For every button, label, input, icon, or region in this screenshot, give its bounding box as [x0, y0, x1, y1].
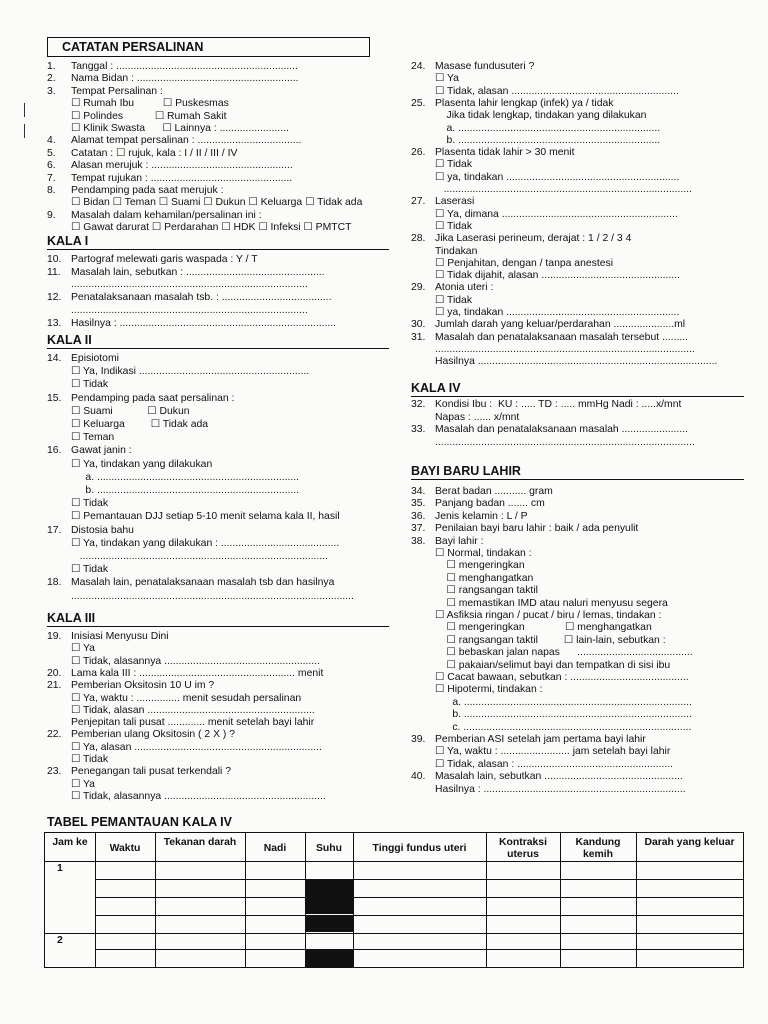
- kala2-lines-text[interactable]: ☐ Keluarga ☐ Tidak ada: [71, 419, 209, 430]
- shaded-cell: [306, 950, 353, 967]
- bayi-lines-text[interactable]: ☐ mengeringkan ☐ menghangatkan: [435, 622, 652, 634]
- right-lines-text[interactable]: ☐ Penjahitan, dengan / tanpa anestesi: [435, 257, 614, 269]
- left-lines-text: Alamat tempat persalinan : ....................................: [71, 135, 302, 147]
- right-lines-text: Jika tidak lengkap, tindakan yang dilakukan: [435, 110, 647, 122]
- section-kala-3: KALA III: [47, 611, 96, 625]
- kala2-lines-number: 14.: [47, 353, 62, 364]
- bayi-lines-text[interactable]: ☐ Normal, tindakan :: [435, 548, 532, 559]
- form-title: CATATAN PERSALINAN: [62, 40, 204, 54]
- bayi-lines-text: a. ...............................................................................: [435, 696, 692, 708]
- left-lines-number: 9.: [47, 209, 56, 221]
- kala3-lines-text[interactable]: ☐ Ya, alasan .................................................................: [71, 741, 322, 753]
- table-column-divider: [353, 833, 354, 967]
- bayi-lines-text[interactable]: ☐ pakaian/selimut bayi dan tempatkan di sisi ibu: [435, 659, 671, 671]
- kala1-lines-text: Masalah lain, sebutkan : ................................................: [71, 266, 325, 278]
- kala3-lines-text: Pemberian Oksitosin 10 U im ?: [71, 680, 215, 692]
- right-lines-number: 29.: [411, 282, 426, 294]
- left-lines-text: Masalah dalam kehamilan/persalinan ini :: [71, 209, 262, 221]
- kala2-lines-text[interactable]: ☐ Teman: [71, 432, 115, 444]
- right-lines-text: ..........................................................................................: [435, 343, 695, 355]
- kala3-lines-text[interactable]: ☐ Ya: [71, 643, 95, 655]
- right-lines-text[interactable]: ☐ ya, tindakan ............................................................: [435, 171, 680, 183]
- table-column-divider: [560, 833, 561, 967]
- kala4-lines-text: Napas : ...... x/mnt: [435, 411, 520, 423]
- kala3-lines-number: 22.: [47, 729, 62, 741]
- section-rule: [47, 626, 389, 627]
- col-header-nadi: Nadi: [263, 843, 287, 854]
- kala2-lines-number: 17.: [47, 524, 62, 536]
- bayi-lines-text[interactable]: ☐ Tidak, alasan : ......................................................: [435, 758, 673, 770]
- bayi-lines-text: Hasilnya : ......................................................................: [435, 783, 686, 795]
- kala2-lines-text: ..................................................................................................: [71, 590, 354, 602]
- col-header-suhu: Suhu: [316, 843, 342, 854]
- right-lines-text: Masase fundusuteri ?: [435, 61, 535, 72]
- left-lines-text[interactable]: Catatan : ☐ rujuk, kala : I / II / III / IV: [71, 147, 238, 159]
- kala3-lines-text[interactable]: ☐ Tidak, alasannya ......................................................: [71, 655, 320, 667]
- left-lines-text: Tanggal : ...............................................................: [71, 61, 298, 72]
- left-lines-number: 1.: [47, 61, 56, 72]
- kala1-lines-number: 12.: [47, 292, 62, 304]
- kala2-lines-text: b. ......................................................................: [71, 485, 300, 496]
- bayi-lines-number: 34.: [411, 486, 426, 497]
- kala2-lines-text: Distosia bahu: [71, 524, 134, 536]
- right-lines-text: Tindakan: [435, 245, 478, 257]
- kala1-lines-text: ..................................................................................: [71, 279, 308, 291]
- kala1-lines-text: ..................................................................................: [71, 304, 308, 316]
- kala4-lines-text: ..........................................................................................: [435, 436, 695, 448]
- left-lines-number: 7.: [47, 172, 56, 184]
- section-kala-4: KALA IV: [411, 381, 461, 395]
- right-lines-text[interactable]: ☐ Tidak dijahit, alasan ................................................: [435, 270, 680, 282]
- bayi-lines-number: 40.: [411, 771, 426, 783]
- bayi-lines-number: 37.: [411, 523, 426, 535]
- kala3-lines-text: Inisiasi Menyusu Dini: [71, 631, 169, 642]
- section-rule: [411, 396, 744, 397]
- bayi-lines-text: Berat badan ........... gram: [435, 486, 553, 497]
- left-lines-number: 6.: [47, 160, 56, 172]
- left-lines-text: Alasan merujuk : .................................................: [71, 160, 293, 172]
- kala3-lines-number: 19.: [47, 631, 62, 642]
- kala3-lines-text: Penjepitan tali pusat ............. menit setelah bayi lahir: [71, 717, 315, 729]
- right-lines-text: Atonia uteri :: [435, 282, 494, 294]
- table-row-divider: [95, 949, 743, 950]
- col-header-darah: Darah yang keluar: [644, 837, 735, 848]
- kala2-lines-text: Pendamping pada saat persalinan :: [71, 392, 235, 404]
- kala2-lines-text[interactable]: ☐ Tidak: [71, 564, 109, 576]
- table-column-divider: [95, 833, 96, 967]
- right-lines-text[interactable]: ☐ ya, tindakan ............................................................: [435, 307, 680, 318]
- table-column-divider: [486, 833, 487, 967]
- scan-mark: [24, 124, 25, 138]
- shaded-cell: [306, 915, 353, 932]
- right-lines-text: Plasenta tidak lahir > 30 menit: [435, 147, 575, 159]
- right-lines-text: Jika Laserasi perineum, derajat : 1 / 2 / 3 4: [435, 233, 632, 245]
- left-lines-text[interactable]: ☐ Rumah Ibu ☐ Puskesmas: [71, 98, 229, 110]
- col-header-tinggi-fundus: Tinggi fundus uteri: [372, 843, 467, 854]
- right-lines-number: 28.: [411, 233, 426, 245]
- right-lines-text[interactable]: ☐ Ya, dimana .............................................................: [435, 208, 678, 220]
- right-lines-number: 26.: [411, 147, 426, 159]
- monitoring-table: [44, 832, 744, 968]
- kala2-lines-number: 16.: [47, 445, 62, 457]
- kala4-lines-text: Kondisi Ibu : KU : ..... TD : ..... mmHg Nadi : .....x/mnt: [435, 399, 682, 410]
- bayi-lines-text[interactable]: ☐ mengeringkan: [435, 560, 525, 572]
- kala2-lines-text: Masalah lain, penatalaksanaan masalah tsb dan hasilnya: [71, 577, 335, 589]
- right-lines-text: Laserasi: [435, 196, 475, 208]
- kala3-lines-text: Lama kala III : ...................................................... menit: [71, 667, 324, 679]
- bayi-lines-number: 35.: [411, 498, 426, 510]
- kala2-lines-text: a. ......................................................................: [71, 471, 300, 483]
- kala2-lines-number: 15.: [47, 392, 62, 404]
- right-lines-number: 25.: [411, 97, 426, 109]
- right-lines-text: b. ......................................................................: [435, 134, 661, 146]
- left-lines-number: 3.: [47, 85, 56, 97]
- bayi-lines-text: Penilaian bayi baru lahir : baik / ada penyulit: [435, 523, 639, 535]
- kala3-lines-text[interactable]: ☐ Ya: [71, 778, 95, 790]
- kala1-lines-text: Hasilnya : ...........................................................................: [71, 317, 337, 329]
- section-bayi-baru-lahir: BAYI BARU LAHIR: [411, 464, 521, 478]
- kala2-lines-text[interactable]: ☐ Suami ☐ Dukun: [71, 405, 190, 417]
- bayi-lines-text[interactable]: ☐ Hipotermi, tindakan :: [435, 684, 543, 696]
- col-header-kandung-kemih: Kandung kemih: [575, 837, 621, 860]
- left-lines-number: 5.: [47, 147, 56, 159]
- kala1-lines-text: Partograf melewati garis waspada : Y / T: [71, 254, 258, 265]
- bayi-lines-number: 38.: [411, 535, 426, 547]
- kala4-lines-text: Masalah dan penatalaksanaan masalah .......................: [435, 424, 688, 436]
- left-lines-text[interactable]: ☐ Polindes ☐ Rumah Sakit: [71, 110, 227, 122]
- bayi-lines-text[interactable]: ☐ Asfiksia ringan / pucat / biru / lemas, tindakan :: [435, 610, 662, 621]
- bayi-lines-text[interactable]: ☐ Cacat bawaan, sebutkan : .........................................: [435, 672, 689, 683]
- row-label-1: 1: [57, 863, 63, 874]
- section-rule: [47, 348, 389, 349]
- kala2-lines-text: Gawat janin :: [71, 445, 132, 457]
- kala2-lines-text: Episiotomi: [71, 353, 119, 364]
- col-header-waktu: Waktu: [109, 843, 141, 854]
- bayi-lines-text: Panjang badan ....... cm: [435, 498, 545, 510]
- kala3-lines-text: Penegangan tali pusat terkendali ?: [71, 766, 232, 778]
- kala4-lines-number: 33.: [411, 424, 426, 436]
- row-label-2: 2: [57, 935, 63, 946]
- table-row-divider: [45, 933, 743, 934]
- section-rule: [411, 479, 744, 480]
- bayi-lines-text: Jenis kelamin : L / P: [435, 510, 528, 522]
- kala3-lines-number: 20.: [47, 667, 62, 679]
- right-lines-text: Masalah dan penatalaksanaan masalah tersebut .........: [435, 331, 688, 343]
- right-lines-number: 30.: [411, 319, 426, 331]
- shaded-cell: [306, 897, 353, 914]
- kala1-lines-number: 13.: [47, 317, 62, 329]
- left-lines-text: Tempat rujukan : .................................................: [71, 172, 293, 184]
- table-row-divider: [95, 897, 743, 898]
- kala4-lines-number: 32.: [411, 399, 426, 410]
- kala3-lines-text: Pemberian ulang Oksitosin ( 2 X ) ?: [71, 729, 236, 741]
- left-lines-text: Tempat Persalinan :: [71, 85, 163, 97]
- bayi-lines-text: Bayi lahir :: [435, 535, 484, 547]
- section-kala-1: KALA I: [47, 234, 89, 248]
- col-header-tekanan-darah: Tekanan darah: [163, 837, 237, 848]
- right-lines-text[interactable]: ☐ Tidak: [435, 159, 473, 171]
- kala2-lines-text[interactable]: ☐ Tidak: [71, 498, 109, 510]
- bayi-lines-text[interactable]: ☐ Ya, waktu : ........................ jam setelah bayi lahir: [435, 746, 671, 758]
- left-lines-text: Nama Bidan : ........................................................: [71, 73, 299, 85]
- kala3-lines-text[interactable]: ☐ Ya, waktu : ............... menit sesudah persalinan: [71, 692, 302, 704]
- section-rule: [47, 249, 389, 250]
- right-lines-number: 31.: [411, 331, 426, 343]
- left-lines-number: 8.: [47, 185, 56, 196]
- table-column-divider: [245, 833, 246, 967]
- kala3-lines-text[interactable]: ☐ Tidak, alasannya ........................................................: [71, 790, 326, 802]
- right-lines-text[interactable]: ☐ Tidak: [435, 220, 473, 232]
- left-lines-text[interactable]: ☐ Klinik Swasta ☐ Lainnya : ........................: [71, 123, 289, 134]
- right-lines-number: 27.: [411, 196, 426, 208]
- bayi-lines-text[interactable]: ☐ bebaskan jalan napas ........................................: [435, 647, 693, 659]
- kala1-lines-number: 10.: [47, 254, 62, 265]
- bayi-lines-number: 39.: [411, 734, 426, 745]
- left-lines-number: 2.: [47, 73, 56, 85]
- col-header-jam-ke: Jam ke: [52, 837, 88, 848]
- col-header-kontraksi: Kontraksi uterus: [499, 837, 547, 860]
- kala3-lines-text[interactable]: ☐ Tidak: [71, 754, 109, 765]
- kala2-lines-text[interactable]: ☐ Ya, tindakan yang dilakukan : .........................................: [71, 537, 340, 549]
- right-lines-text: Hasilnya ...................................................................................: [435, 356, 718, 368]
- table-title: TABEL PEMANTAUAN KALA IV: [47, 815, 232, 829]
- right-lines-text: Jumlah darah yang keluar/perdarahan .....................ml: [435, 319, 686, 331]
- bayi-lines-text[interactable]: ☐ menghangatkan: [435, 572, 534, 584]
- scan-mark: [24, 103, 25, 117]
- shaded-cell: [306, 880, 353, 897]
- kala2-lines-text[interactable]: ☐ Tidak: [71, 379, 109, 391]
- kala2-lines-text[interactable]: ☐ Ya, Indikasi ...........................................................: [71, 366, 310, 378]
- kala3-lines-number: 23.: [47, 766, 62, 778]
- table-column-divider: [636, 833, 637, 967]
- right-lines-text: Plasenta lahir lengkap (infek) ya / tidak: [435, 97, 614, 109]
- kala1-lines-number: 11.: [47, 266, 61, 278]
- kala2-lines-number: 18.: [47, 577, 62, 589]
- kala3-lines-text[interactable]: ☐ Tidak, alasan ..........................................................: [71, 704, 315, 716]
- form-title-box: [47, 37, 370, 57]
- table-column-divider: [155, 833, 156, 967]
- section-kala-2: KALA II: [47, 333, 92, 347]
- right-lines-text[interactable]: ☐ Tidak: [435, 294, 473, 306]
- right-lines-text: a. ......................................................................: [435, 122, 661, 134]
- bayi-lines-text: Masalah lain, sebutkan ................................................: [435, 771, 683, 783]
- bayi-lines-text[interactable]: ☐ rangsangan taktil: [435, 585, 538, 597]
- bayi-lines-number: 36.: [411, 510, 426, 522]
- left-lines-text: Pendamping pada saat merujuk :: [71, 185, 224, 196]
- bayi-lines-text: c. ...............................................................................: [435, 721, 692, 733]
- kala2-lines-text: ......................................................................................: [71, 551, 328, 562]
- left-lines-number: 4.: [47, 135, 56, 147]
- table-row-divider: [95, 879, 743, 880]
- left-lines-text[interactable]: ☐ Bidan ☐ Teman ☐ Suami ☐ Dukun ☐ Keluarga ☐ Tidak ada: [71, 197, 363, 209]
- kala2-lines-text[interactable]: ☐ Ya, tindakan yang dilakukan: [71, 458, 213, 470]
- kala3-lines-number: 21.: [47, 680, 62, 692]
- bayi-lines-text: Pemberian ASI setelah jam pertama bayi lahir: [435, 734, 646, 745]
- table-row-divider: [95, 915, 743, 916]
- bayi-lines-text[interactable]: ☐ rangsangan taktil ☐ lain-lain, sebutkan :: [435, 634, 666, 646]
- kala1-lines-text: Penatalaksanaan masalah tsb. : ......................................: [71, 292, 332, 304]
- left-lines-text[interactable]: ☐ Gawat darurat ☐ Perdarahan ☐ HDK ☐ Infeksi ☐ PMTCT: [71, 222, 352, 234]
- right-lines-number: 24.: [411, 61, 426, 72]
- right-lines-text: ......................................................................................: [435, 184, 692, 195]
- right-lines-text[interactable]: ☐ Ya: [435, 73, 459, 85]
- bayi-lines-text: b. ...............................................................................: [435, 709, 692, 721]
- table-row-divider: [45, 861, 743, 862]
- kala2-lines-text[interactable]: ☐ Pemantauan DJJ setiap 5-10 menit selama kala II, hasil: [71, 511, 340, 523]
- right-lines-text[interactable]: ☐ Tidak, alasan ..........................................................: [435, 85, 679, 97]
- bayi-lines-text[interactable]: ☐ memastikan IMD atau naluri menyusu segera: [435, 597, 668, 609]
